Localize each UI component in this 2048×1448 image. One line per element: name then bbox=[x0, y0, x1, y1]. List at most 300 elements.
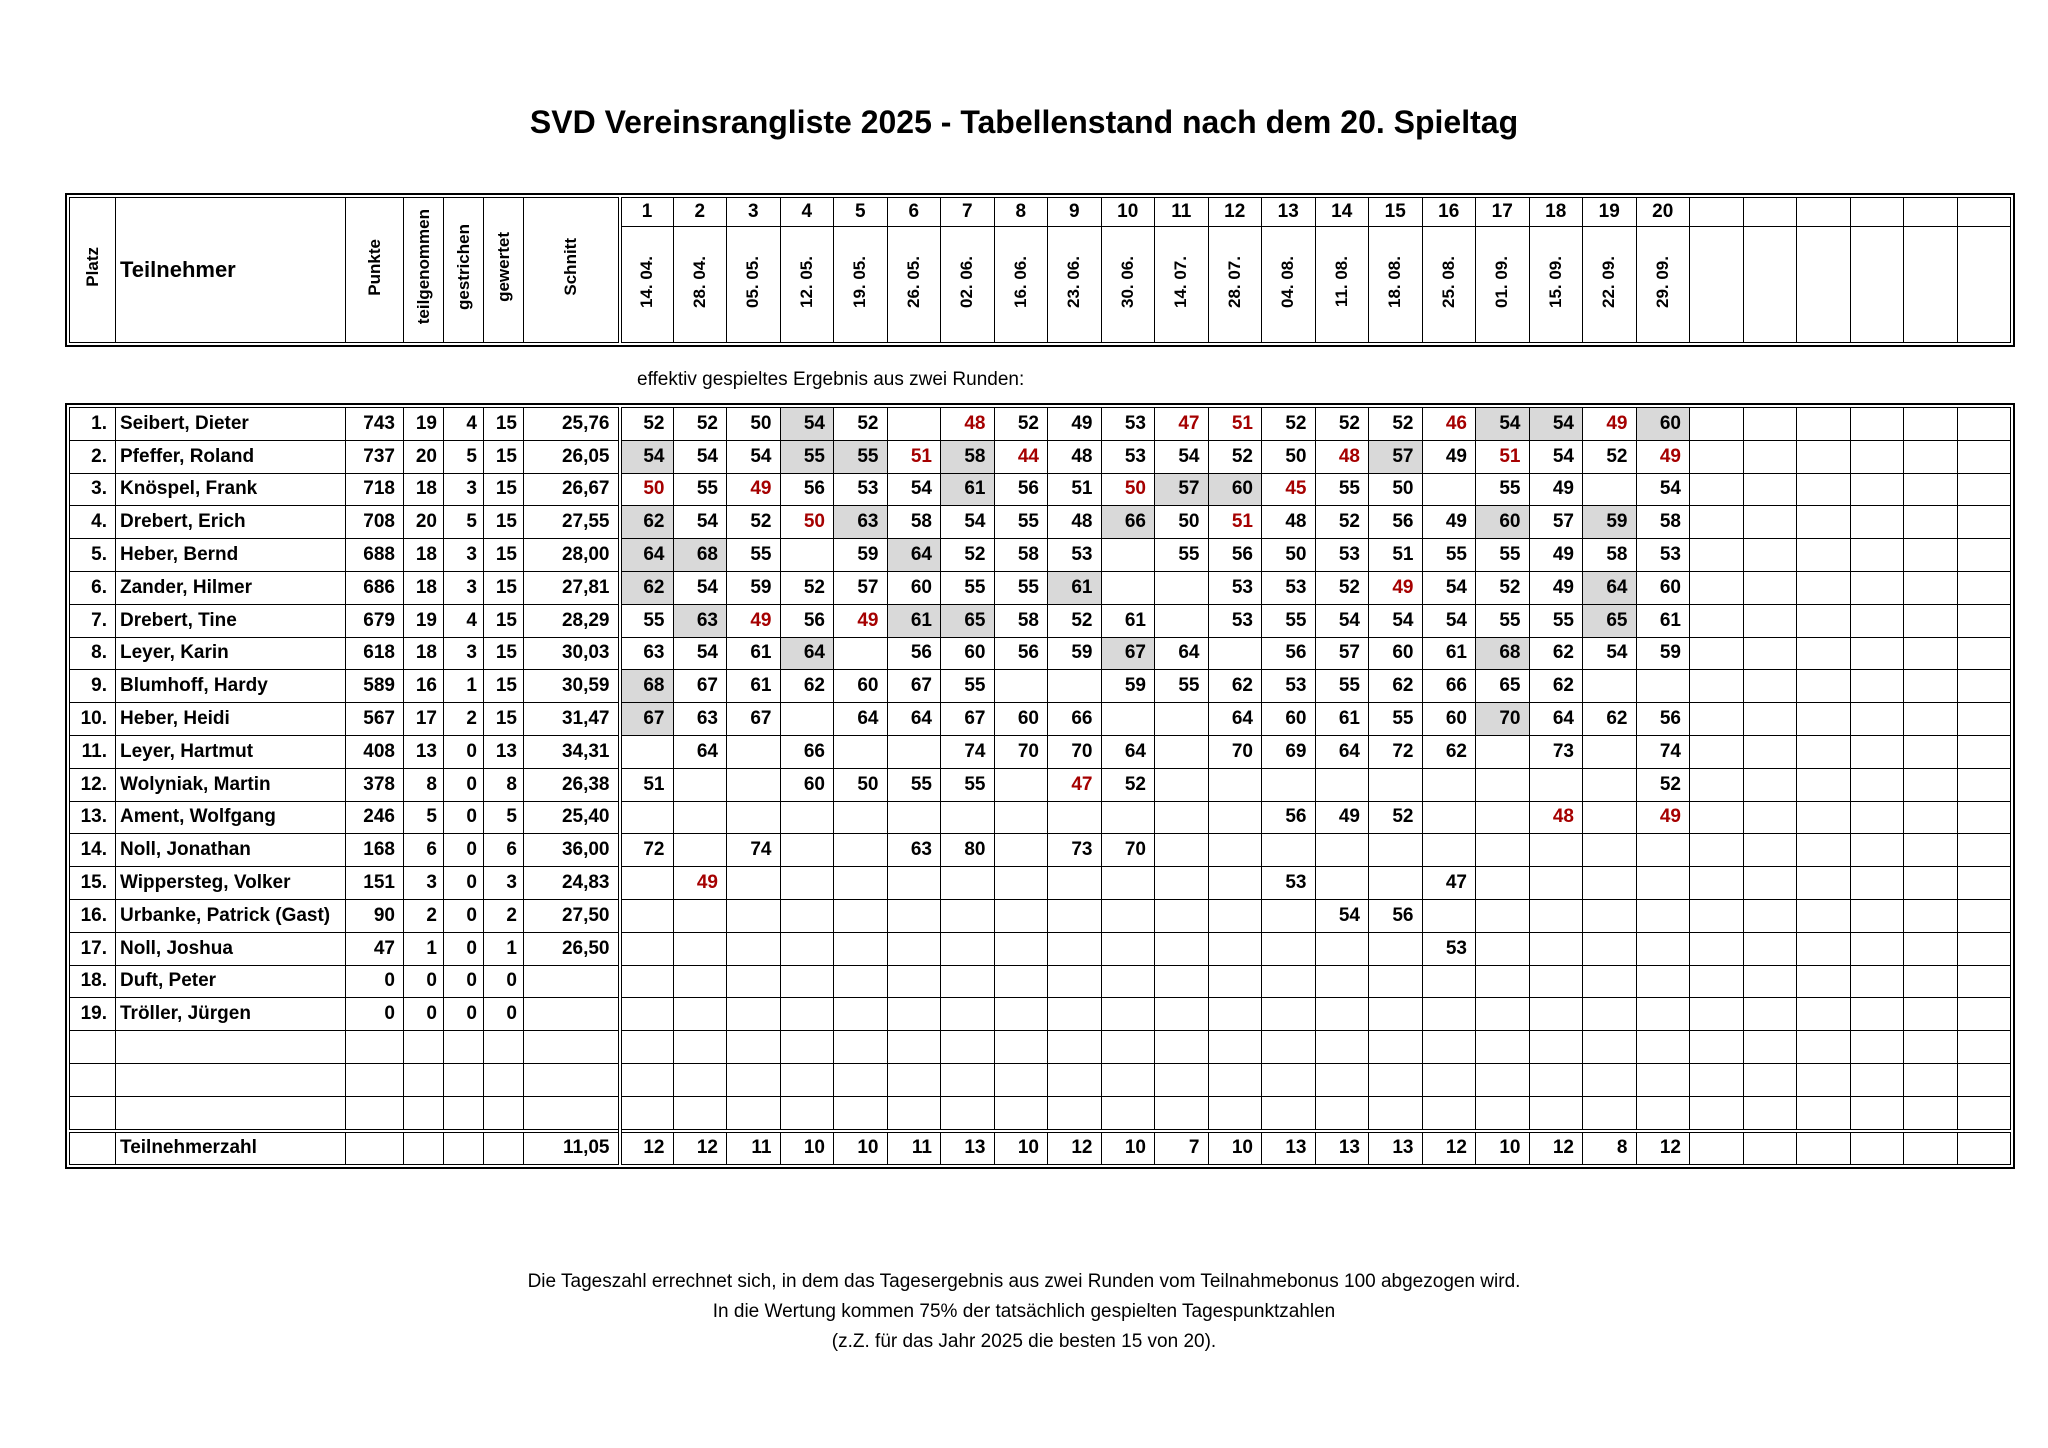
score-cell bbox=[1743, 932, 1797, 965]
score-cell: 55 bbox=[673, 473, 727, 506]
score-cell bbox=[1101, 801, 1155, 834]
score-cell: 47 bbox=[1048, 768, 1102, 801]
score-cell: 55 bbox=[834, 440, 888, 473]
score-cell: 59 bbox=[727, 571, 781, 604]
score-cell bbox=[1957, 867, 2011, 900]
score-cell bbox=[1904, 768, 1958, 801]
score-cell bbox=[1904, 703, 1958, 736]
empty-cell bbox=[1636, 1063, 1690, 1096]
empty-cell bbox=[1262, 1063, 1316, 1096]
score-cell bbox=[780, 998, 834, 1031]
score-cell: 55 bbox=[1262, 604, 1316, 637]
participant-count bbox=[1797, 1131, 1851, 1165]
spieltag-date bbox=[1797, 227, 1851, 343]
score-cell: 53 bbox=[1315, 539, 1369, 572]
score-cell bbox=[1850, 768, 1904, 801]
counted-cell: 15 bbox=[484, 604, 524, 637]
score-cell: 53 bbox=[1208, 604, 1262, 637]
spieltag-number: 17 bbox=[1476, 198, 1530, 227]
spieltag-number: 10 bbox=[1101, 198, 1155, 227]
score-cell: 65 bbox=[1476, 670, 1530, 703]
score-cell bbox=[1797, 834, 1851, 867]
average-cell: 31,47 bbox=[524, 703, 620, 736]
rank-cell: 18. bbox=[70, 965, 116, 998]
score-cell: 48 bbox=[941, 408, 995, 441]
participated-cell: 16 bbox=[404, 670, 444, 703]
score-cell bbox=[887, 998, 941, 1031]
score-cell: 55 bbox=[1369, 703, 1423, 736]
score-cell bbox=[1636, 899, 1690, 932]
rank-cell: 3. bbox=[70, 473, 116, 506]
score-cell: 53 bbox=[1101, 408, 1155, 441]
score-cell bbox=[1743, 637, 1797, 670]
participant-name: Urbanke, Patrick (Gast) bbox=[116, 899, 346, 932]
counted-cell: 15 bbox=[484, 506, 524, 539]
score-cell bbox=[1957, 571, 2011, 604]
score-cell: 55 bbox=[1476, 473, 1530, 506]
counted-cell: 15 bbox=[484, 473, 524, 506]
spieltag-date bbox=[1904, 227, 1958, 343]
participant-name: Tröller, Jürgen bbox=[116, 998, 346, 1031]
score-cell bbox=[1743, 670, 1797, 703]
score-cell bbox=[1904, 965, 1958, 998]
score-cell bbox=[994, 670, 1048, 703]
score-cell: 52 bbox=[1048, 604, 1102, 637]
score-cell: 57 bbox=[1315, 637, 1369, 670]
table-row bbox=[70, 637, 2011, 670]
score-cell bbox=[1155, 834, 1209, 867]
average-cell: 25,76 bbox=[524, 408, 620, 441]
empty-cell bbox=[116, 1063, 346, 1096]
score-cell: 51 bbox=[1208, 408, 1262, 441]
score-cell: 58 bbox=[1636, 506, 1690, 539]
score-cell: 62 bbox=[1208, 670, 1262, 703]
empty-cell bbox=[994, 1096, 1048, 1130]
score-cell bbox=[994, 834, 1048, 867]
spieltag-number: 11 bbox=[1155, 198, 1209, 227]
score-cell: 60 bbox=[1636, 571, 1690, 604]
empty-cell bbox=[1583, 1063, 1637, 1096]
score-cell: 49 bbox=[1529, 571, 1583, 604]
average-cell: 28,29 bbox=[524, 604, 620, 637]
spieltag-number bbox=[1904, 198, 1958, 227]
participant-count bbox=[1743, 1131, 1797, 1165]
empty-cell bbox=[1048, 1096, 1102, 1130]
score-cell: 60 bbox=[780, 768, 834, 801]
empty-cell bbox=[1743, 1096, 1797, 1130]
score-cell: 57 bbox=[1155, 473, 1209, 506]
score-cell bbox=[1262, 998, 1316, 1031]
spieltag-number: 5 bbox=[834, 198, 888, 227]
score-cell: 58 bbox=[941, 440, 995, 473]
table-row bbox=[70, 703, 2011, 736]
empty-cell bbox=[404, 1096, 444, 1130]
score-cell bbox=[1904, 998, 1958, 1031]
empty-cell bbox=[404, 1031, 444, 1064]
score-cell bbox=[1957, 604, 2011, 637]
score-cell: 54 bbox=[780, 408, 834, 441]
counted-cell: 5 bbox=[484, 801, 524, 834]
score-cell bbox=[1690, 703, 1744, 736]
score-cell bbox=[1690, 768, 1744, 801]
participated-cell: 18 bbox=[404, 637, 444, 670]
score-cell: 61 bbox=[1315, 703, 1369, 736]
empty-cell bbox=[1529, 1031, 1583, 1064]
score-cell bbox=[1315, 768, 1369, 801]
score-cell bbox=[1529, 965, 1583, 998]
score-cell: 56 bbox=[780, 473, 834, 506]
empty-cell bbox=[1690, 1096, 1744, 1130]
score-cell bbox=[673, 932, 727, 965]
score-cell: 54 bbox=[727, 440, 781, 473]
score-cell bbox=[1583, 735, 1637, 768]
score-cell bbox=[1797, 703, 1851, 736]
spieltag-date: 01. 09. bbox=[1476, 227, 1530, 343]
average-cell: 27,55 bbox=[524, 506, 620, 539]
score-cell: 55 bbox=[1315, 473, 1369, 506]
score-cell bbox=[1101, 899, 1155, 932]
points-cell: 378 bbox=[346, 768, 404, 801]
score-cell: 64 bbox=[1155, 637, 1209, 670]
summary-empty bbox=[346, 1131, 404, 1165]
score-cell: 54 bbox=[1422, 571, 1476, 604]
score-cell bbox=[1690, 539, 1744, 572]
empty-cell bbox=[1208, 1031, 1262, 1064]
score-cell bbox=[1850, 801, 1904, 834]
table-row bbox=[70, 571, 2011, 604]
score-cell bbox=[994, 932, 1048, 965]
score-cell bbox=[1048, 899, 1102, 932]
score-cell bbox=[1101, 539, 1155, 572]
score-cell bbox=[1957, 899, 2011, 932]
score-cell bbox=[1797, 867, 1851, 900]
score-cell bbox=[887, 408, 941, 441]
spieltag-date: 26. 05. bbox=[887, 227, 941, 343]
empty-cell bbox=[1422, 1031, 1476, 1064]
empty-cell bbox=[1422, 1063, 1476, 1096]
score-cell bbox=[1850, 539, 1904, 572]
score-cell bbox=[1904, 473, 1958, 506]
score-cell bbox=[727, 965, 781, 998]
score-cell: 51 bbox=[1208, 506, 1262, 539]
score-cell bbox=[1743, 801, 1797, 834]
empty-cell bbox=[1476, 1096, 1530, 1130]
empty-cell bbox=[1369, 1063, 1423, 1096]
participated-cell: 1 bbox=[404, 932, 444, 965]
score-cell: 61 bbox=[887, 604, 941, 637]
empty-cell bbox=[484, 1063, 524, 1096]
score-cell: 47 bbox=[1155, 408, 1209, 441]
score-cell bbox=[1422, 473, 1476, 506]
table-row bbox=[70, 899, 2011, 932]
empty-cell bbox=[994, 1031, 1048, 1064]
empty-cell bbox=[1904, 1031, 1958, 1064]
score-cell: 49 bbox=[1529, 539, 1583, 572]
empty-cell bbox=[1529, 1063, 1583, 1096]
score-cell: 69 bbox=[1262, 735, 1316, 768]
score-cell bbox=[673, 801, 727, 834]
teilgenommen-header: teilgenommen bbox=[404, 198, 444, 343]
score-cell: 49 bbox=[1583, 408, 1637, 441]
score-cell: 61 bbox=[727, 637, 781, 670]
score-cell: 63 bbox=[673, 703, 727, 736]
score-cell bbox=[1797, 670, 1851, 703]
score-cell bbox=[1529, 932, 1583, 965]
score-cell: 67 bbox=[673, 670, 727, 703]
score-cell: 54 bbox=[887, 473, 941, 506]
score-cell bbox=[727, 801, 781, 834]
spieltag-number: 19 bbox=[1583, 198, 1637, 227]
participant-count bbox=[1904, 1131, 1958, 1165]
score-cell bbox=[1957, 473, 2011, 506]
score-cell bbox=[1476, 998, 1530, 1031]
empty-cell bbox=[673, 1096, 727, 1130]
dropped-cell: 0 bbox=[444, 801, 484, 834]
score-cell bbox=[1262, 834, 1316, 867]
score-cell: 70 bbox=[1208, 735, 1262, 768]
empty-cell bbox=[1208, 1063, 1262, 1096]
table-row bbox=[70, 539, 2011, 572]
table-row bbox=[70, 834, 2011, 867]
participant-count bbox=[1850, 1131, 1904, 1165]
score-cell bbox=[1850, 998, 1904, 1031]
score-cell: 68 bbox=[620, 670, 674, 703]
score-cell: 55 bbox=[1155, 670, 1209, 703]
score-cell bbox=[1690, 998, 1744, 1031]
score-cell: 55 bbox=[1476, 604, 1530, 637]
rank-cell: 4. bbox=[70, 506, 116, 539]
score-cell bbox=[1476, 899, 1530, 932]
empty-cell bbox=[116, 1096, 346, 1130]
score-cell bbox=[780, 867, 834, 900]
score-cell bbox=[1957, 932, 2011, 965]
participant-count: 13 bbox=[1262, 1131, 1316, 1165]
score-cell bbox=[1904, 637, 1958, 670]
average-cell: 25,40 bbox=[524, 801, 620, 834]
score-cell: 49 bbox=[673, 867, 727, 900]
participated-cell: 13 bbox=[404, 735, 444, 768]
score-cell: 68 bbox=[1476, 637, 1530, 670]
empty-cell bbox=[1529, 1096, 1583, 1130]
score-cell bbox=[1262, 899, 1316, 932]
points-cell: 686 bbox=[346, 571, 404, 604]
score-cell bbox=[1904, 932, 1958, 965]
score-cell bbox=[1850, 703, 1904, 736]
score-cell bbox=[941, 867, 995, 900]
score-cell bbox=[1850, 473, 1904, 506]
table-row bbox=[70, 440, 2011, 473]
counted-cell: 6 bbox=[484, 834, 524, 867]
score-cell: 62 bbox=[1583, 703, 1637, 736]
score-cell bbox=[1476, 965, 1530, 998]
score-cell: 64 bbox=[780, 637, 834, 670]
spieltag-number: 3 bbox=[727, 198, 781, 227]
spieltag-number: 16 bbox=[1422, 198, 1476, 227]
score-cell bbox=[1904, 867, 1958, 900]
score-cell bbox=[1743, 571, 1797, 604]
score-cell: 63 bbox=[887, 834, 941, 867]
participant-count: 10 bbox=[994, 1131, 1048, 1165]
page-title: SVD Vereinsrangliste 2025 - Tabellenstand nach dem 20. Spieltag bbox=[529, 104, 1519, 140]
score-cell: 74 bbox=[727, 834, 781, 867]
score-cell: 62 bbox=[1369, 670, 1423, 703]
score-cell: 52 bbox=[1262, 408, 1316, 441]
table-row bbox=[70, 408, 2011, 441]
score-cell: 62 bbox=[1422, 735, 1476, 768]
score-cell bbox=[1743, 768, 1797, 801]
score-cell bbox=[1636, 834, 1690, 867]
score-cell: 56 bbox=[780, 604, 834, 637]
score-cell bbox=[1690, 440, 1744, 473]
score-cell: 53 bbox=[1422, 932, 1476, 965]
score-cell: 67 bbox=[1101, 637, 1155, 670]
points-cell: 743 bbox=[346, 408, 404, 441]
score-cell bbox=[1850, 735, 1904, 768]
dropped-cell: 0 bbox=[444, 867, 484, 900]
score-cell: 59 bbox=[834, 539, 888, 572]
score-cell: 59 bbox=[1583, 506, 1637, 539]
participant-count: 10 bbox=[1208, 1131, 1262, 1165]
score-cell: 64 bbox=[1529, 703, 1583, 736]
score-cell bbox=[941, 899, 995, 932]
empty-cell bbox=[1315, 1031, 1369, 1064]
rank-cell: 11. bbox=[70, 735, 116, 768]
score-cell bbox=[1155, 735, 1209, 768]
score-cell bbox=[1101, 965, 1155, 998]
dropped-cell: 0 bbox=[444, 735, 484, 768]
score-cell: 67 bbox=[887, 670, 941, 703]
participant-name: Duft, Peter bbox=[116, 965, 346, 998]
participant-count: 8 bbox=[1583, 1131, 1637, 1165]
score-cell bbox=[620, 998, 674, 1031]
footer-line-2: In die Wertung kommen 75% der tatsächlich gespielten Tagespunktzahlen bbox=[712, 1301, 1336, 1322]
score-cell bbox=[780, 932, 834, 965]
spieltag-number: 12 bbox=[1208, 198, 1262, 227]
counted-cell: 15 bbox=[484, 571, 524, 604]
participant-name: Heber, Bernd bbox=[116, 539, 346, 572]
score-cell bbox=[1743, 506, 1797, 539]
score-cell bbox=[1690, 506, 1744, 539]
score-cell bbox=[1904, 735, 1958, 768]
empty-cell bbox=[404, 1063, 444, 1096]
score-cell: 53 bbox=[1048, 539, 1102, 572]
score-cell: 49 bbox=[1369, 571, 1423, 604]
empty-cell bbox=[484, 1096, 524, 1130]
empty-cell bbox=[1904, 1063, 1958, 1096]
score-cell: 55 bbox=[941, 571, 995, 604]
empty-cell bbox=[887, 1063, 941, 1096]
header-table bbox=[69, 197, 2011, 343]
score-cell: 60 bbox=[1208, 473, 1262, 506]
empty-cell bbox=[1583, 1031, 1637, 1064]
counted-cell: 3 bbox=[484, 867, 524, 900]
score-cell: 53 bbox=[1262, 670, 1316, 703]
score-cell bbox=[941, 801, 995, 834]
score-cell bbox=[620, 965, 674, 998]
score-cell: 56 bbox=[1208, 539, 1262, 572]
empty-cell bbox=[941, 1096, 995, 1130]
score-cell bbox=[1797, 539, 1851, 572]
empty-cell bbox=[1315, 1096, 1369, 1130]
score-cell bbox=[1850, 867, 1904, 900]
score-cell bbox=[1904, 539, 1958, 572]
score-cell: 56 bbox=[1262, 637, 1316, 670]
score-cell bbox=[1583, 899, 1637, 932]
score-cell: 72 bbox=[1369, 735, 1423, 768]
participated-cell: 6 bbox=[404, 834, 444, 867]
participant-name: Wolyniak, Martin bbox=[116, 768, 346, 801]
score-cell: 70 bbox=[1476, 703, 1530, 736]
score-cell: 57 bbox=[834, 571, 888, 604]
empty-cell bbox=[1850, 1031, 1904, 1064]
empty-row bbox=[70, 1063, 2011, 1096]
score-cell bbox=[780, 965, 834, 998]
spieltag-date bbox=[1743, 227, 1797, 343]
score-cell bbox=[834, 965, 888, 998]
score-cell: 52 bbox=[780, 571, 834, 604]
table-row bbox=[70, 604, 2011, 637]
score-cell bbox=[727, 932, 781, 965]
score-cell bbox=[1797, 440, 1851, 473]
score-cell: 60 bbox=[834, 670, 888, 703]
summary-empty bbox=[70, 1131, 116, 1165]
score-cell bbox=[1155, 998, 1209, 1031]
score-cell: 56 bbox=[1636, 703, 1690, 736]
score-cell bbox=[994, 965, 1048, 998]
score-cell bbox=[1743, 440, 1797, 473]
score-cell bbox=[1690, 408, 1744, 441]
score-cell: 55 bbox=[1315, 670, 1369, 703]
score-cell: 53 bbox=[1636, 539, 1690, 572]
average-cell bbox=[524, 965, 620, 998]
dropped-cell: 3 bbox=[444, 637, 484, 670]
score-cell bbox=[1690, 473, 1744, 506]
score-cell: 49 bbox=[1422, 440, 1476, 473]
score-cell bbox=[1048, 998, 1102, 1031]
summary-label: Teilnehmerzahl bbox=[116, 1131, 346, 1165]
rank-cell: 12. bbox=[70, 768, 116, 801]
score-cell: 74 bbox=[941, 735, 995, 768]
score-cell bbox=[1529, 867, 1583, 900]
score-cell: 52 bbox=[620, 408, 674, 441]
score-cell: 70 bbox=[1048, 735, 1102, 768]
score-cell: 54 bbox=[1369, 604, 1423, 637]
score-cell bbox=[834, 998, 888, 1031]
table-row bbox=[70, 867, 2011, 900]
participated-cell: 20 bbox=[404, 440, 444, 473]
score-cell: 55 bbox=[941, 768, 995, 801]
score-cell bbox=[1476, 932, 1530, 965]
dropped-cell: 3 bbox=[444, 473, 484, 506]
score-cell bbox=[620, 801, 674, 834]
empty-cell bbox=[1690, 1063, 1744, 1096]
score-cell bbox=[1101, 932, 1155, 965]
score-cell bbox=[834, 801, 888, 834]
score-cell: 52 bbox=[941, 539, 995, 572]
average-cell: 24,83 bbox=[524, 867, 620, 900]
score-cell bbox=[1636, 932, 1690, 965]
score-cell bbox=[834, 932, 888, 965]
participant-count: 10 bbox=[780, 1131, 834, 1165]
score-cell bbox=[620, 735, 674, 768]
score-cell: 55 bbox=[1422, 539, 1476, 572]
score-cell: 49 bbox=[1315, 801, 1369, 834]
score-cell bbox=[1476, 768, 1530, 801]
spieltag-date: 28. 07. bbox=[1208, 227, 1262, 343]
score-cell: 55 bbox=[994, 506, 1048, 539]
score-cell bbox=[1422, 768, 1476, 801]
score-cell: 55 bbox=[1529, 604, 1583, 637]
